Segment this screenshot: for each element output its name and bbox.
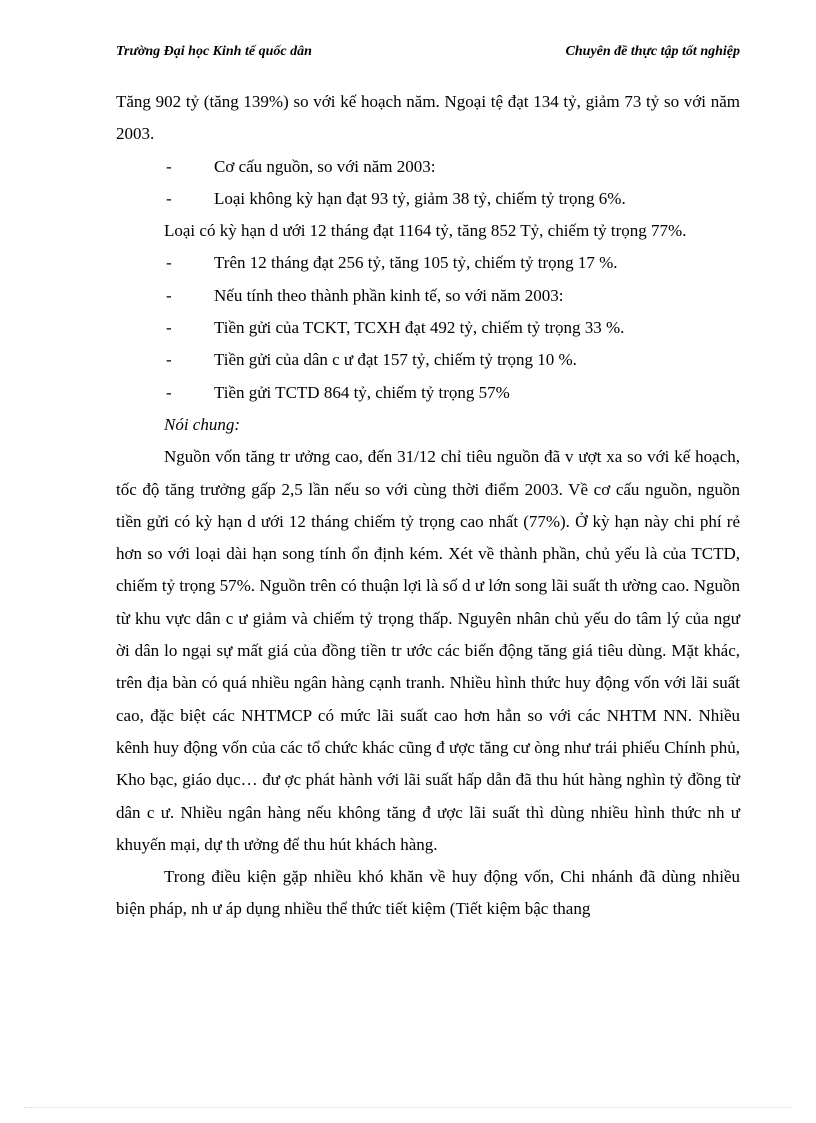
bullet-dash: - <box>166 285 172 305</box>
bullet-resident-deposits <box>116 344 740 376</box>
section-subheading: Nói chung: <box>164 414 241 434</box>
bullet-dash: - <box>166 253 172 273</box>
bullet-text: Tiền gửi của TCKT, TCXH đạt 492 tỷ, chiếm tỷ trọng 33 %. <box>214 318 625 338</box>
bullet-dash: - <box>166 156 172 176</box>
bullet-text: Nếu tính theo thành phần kinh tế, so với năm 2003: <box>214 285 564 305</box>
bullet-dash: - <box>166 382 172 402</box>
bullet-text: Cơ cấu nguồn, so với năm 2003: <box>214 156 436 176</box>
bullet-dash: - <box>166 188 172 208</box>
document-body <box>116 86 740 926</box>
page-bottom-divider <box>24 1107 792 1108</box>
bullet-no-term <box>116 183 740 215</box>
header-document-type: Chuyên đề thực tập tốt nghiệp <box>565 44 740 59</box>
bullet-over-12-months <box>116 247 740 279</box>
paragraph-summary: Nguồn vốn tăng tr ưởng cao, đến 31/12 chỉ tiêu nguồn đã v ượt xa so với kế hoạch, tốc độ tăng trưởng gấp 2,5 lần nếu so với cùng thời điểm 2003. Về cơ cấu nguồn, nguồn tiền gửi có kỳ hạn d ưới 12 tháng chiếm tỷ trọng cao nhất (77%). Ở kỳ hạn này chi phí rẻ hơn so với loại dài hạn song tính ổn định kém. Xét về thành phần, chủ yếu là của TCTD, chiếm tỷ trọng 57%. Nguồn trên có thuận lợi là số d ư lớn song lãi suất th ường cao. Nguồn từ khu vực dân c ư giảm và chiếm tỷ trọng thấp. Nguyên nhân chủ yếu do tâm lý của ngư ời dân lo ngại sự mất giá của đồng tiền tr ước các biến động tăng giá tiêu dùng. Mặt khác, trên địa bàn có quá nhiều ngân hàng cạnh tranh. Nhiều hình thức huy động vốn với lãi suất cao, đặc biệt các NHTMCP có mức lãi suất cao hơn hẳn so với các NHTM NN. Nhiều kênh huy động vốn của các tổ chức khác cũng đ ược tăng cư òng như trái phiếu Chính phủ, Kho bạc, giáo dục… đư ợc phát hành với lãi suất hấp dẫn đã thu hút hàng nghìn tỷ đồng từ dân c ư. Nhiều ngân hàng nếu không tăng đ ược lãi suất thì dùng nhiều hình thức nh ư khuyến mại, dự th ưởng để thu hút khách hàng. <box>116 447 740 854</box>
bullet-text: Tiền gửi TCTD 864 tỷ, chiếm tỷ trọng 57% <box>214 382 510 402</box>
bullet-dash: - <box>166 318 172 338</box>
bullet-text: Trên 12 tháng đạt 256 tỷ, tăng 105 tỷ, chiếm tỷ trọng 17 %. <box>214 253 618 273</box>
bullet-dash: - <box>166 350 172 370</box>
bullet-text: Tiền gửi của dân c ư đạt 157 tỷ, chiếm tỷ trọng 10 %. <box>214 350 577 370</box>
paragraph-foreign-currency: Tăng 902 tỷ (tăng 139%) so với kế hoạch năm. Ngoại tệ đạt 134 tỷ, giảm 73 tỷ so với năm 2003. <box>116 92 740 144</box>
paragraph-measures: Trong điều kiện gặp nhiều khó khăn về huy động vốn, Chi nhánh đã dùng nhiều biện pháp, nh ư áp dụng nhiều thể thức tiết kiệm (Tiết kiệm bậc thang <box>116 867 740 919</box>
bullet-by-economic-sector <box>116 280 740 312</box>
bullet-tctd-deposits <box>116 377 740 409</box>
page-header <box>116 44 740 66</box>
header-school-name: Trường Đại học Kinh tế quốc dân <box>116 44 312 59</box>
bullet-tckt-deposits <box>116 312 740 344</box>
bullet-source-structure <box>116 151 740 183</box>
bullet-text: Loại không kỳ hạn đạt 93 tỷ, giảm 38 tỷ, chiếm tỷ trọng 6%. <box>214 188 626 208</box>
paragraph-under-12-months: Loại có kỳ hạn d ưới 12 tháng đạt 1164 tỷ, tăng 852 Tỷ, chiếm tỷ trọng 77%. <box>164 221 687 241</box>
